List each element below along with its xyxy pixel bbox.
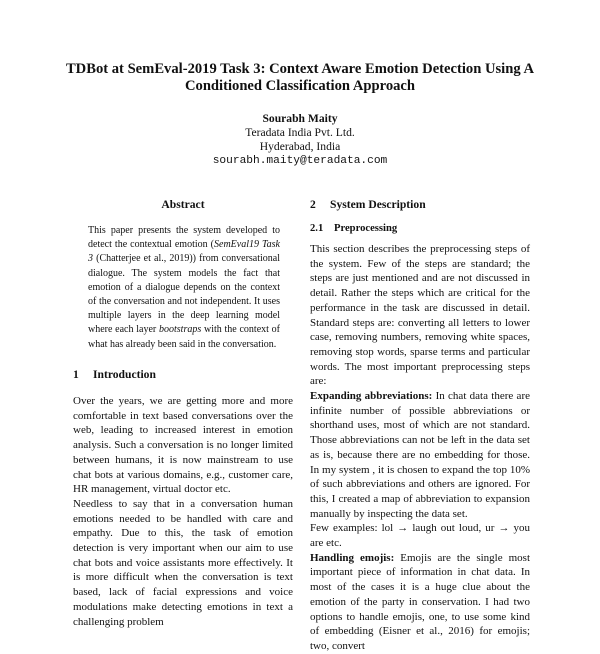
intro-heading [73,368,156,381]
author-email: sourabh.maity@teradata.com [212,155,388,167]
author-name: Sourabh Maity [262,112,338,125]
system-number: 2 [310,198,316,211]
author-location: Hyderabad, India [259,140,341,153]
expanding-abbreviations-text: In chat data there are infinite number of possible abbreviations or shorthand uses, most of which are not standard. Those abbreviations can not be left in the data set as is, because there are no embedding for those. In my system , it is chosen to expand the top 10% of such abbreviations and others are ignored. For this, I created a map of abbreviation to expansion manually by inspecting the data set. [310,390,530,520]
preprocessing-paragraph: This section describes the preprocessing steps of the system. Few of the steps are standard; the steps are just mentioned and are not discussed in detail. Rather the steps which are critical for the performance in the task are discussed in detail. Standard steps are: converting all letters to lower case, removing numbers, removing white spaces, removing stop words, sparse terms and particular words. The most important preprocessing steps are: [310,243,530,388]
expanding-abbreviations-paragraph [310,389,530,521]
preprocessing-number: 2.1 [310,223,324,234]
abstract-heading: Abstract [161,198,205,211]
abstract-text-2: (Chatterjee et al., 2019)) from conversational dialogue. The system models the fact that emotion of a dialogue depends on the context of the conversation and not independent. It uses multiple layers in the deep learning model where each layer [88,253,280,336]
abstract-text-3: with the context of what has already been said in the conversation. [88,324,281,350]
abstract-task-name: SemEval19 Task 3 [88,239,280,265]
paper-title: TDBot at SemEval-2019 Task 3: Context Aware Emotion Detection Using A Conditioned Classification Approach [65,61,535,94]
author-affiliation: Teradata India Pvt. Ltd. [245,126,355,139]
intro-title: Introduction [93,368,156,381]
intro-paragraph-2: Needless to say that in a conversation human emotions needed to be handled with care and empathy. Due to this, the task of emotion detection is very important when our aim to use chat bots and voice assistants more effectively. It is more difficult when the conversation is text based, lack of facial expressions and voice modulations make detecting emotions in text a challenging problem [73,497,293,628]
system-title: System Description [330,198,426,211]
preprocessing-heading [310,223,397,234]
system-heading [310,198,426,211]
intro-body [73,394,293,629]
expanding-abbreviations-label: Expanding abbreviations: [310,390,433,403]
system-body [310,242,530,654]
handling-emojis-label: Handling emojis: [310,551,395,564]
examples-line: Few examples: lol → laugh out loud, ur → you are etc. [310,522,530,550]
abstract-text-1: This paper presents the system developed to detect the contextual emotion ( [88,225,280,251]
handling-emojis-text: Emojis are the single most important piece of information in chat data. In most of the cases it is a huge clue about the emotion of the party in conservation. I had two options to handle emojis, one, to use some kind of embedding (Eisner et al., 2016) for emojis; two, convert [310,551,531,652]
abstract-body [88,224,280,352]
handling-emojis-paragraph [310,551,530,654]
intro-number: 1 [73,368,79,381]
abstract-bootstraps: bootstraps [159,324,202,336]
preprocessing-title: Preprocessing [334,223,398,234]
intro-paragraph-1: Over the years, we are getting more and more comfortable in text based conversations over the web, leading to increased interest in emotion analysis. Such a conversation is no longer limited between humans, it is now mainstream to use chat bots at various domains, e.g., customer care, HR management, virtual doctor etc. [73,395,293,496]
